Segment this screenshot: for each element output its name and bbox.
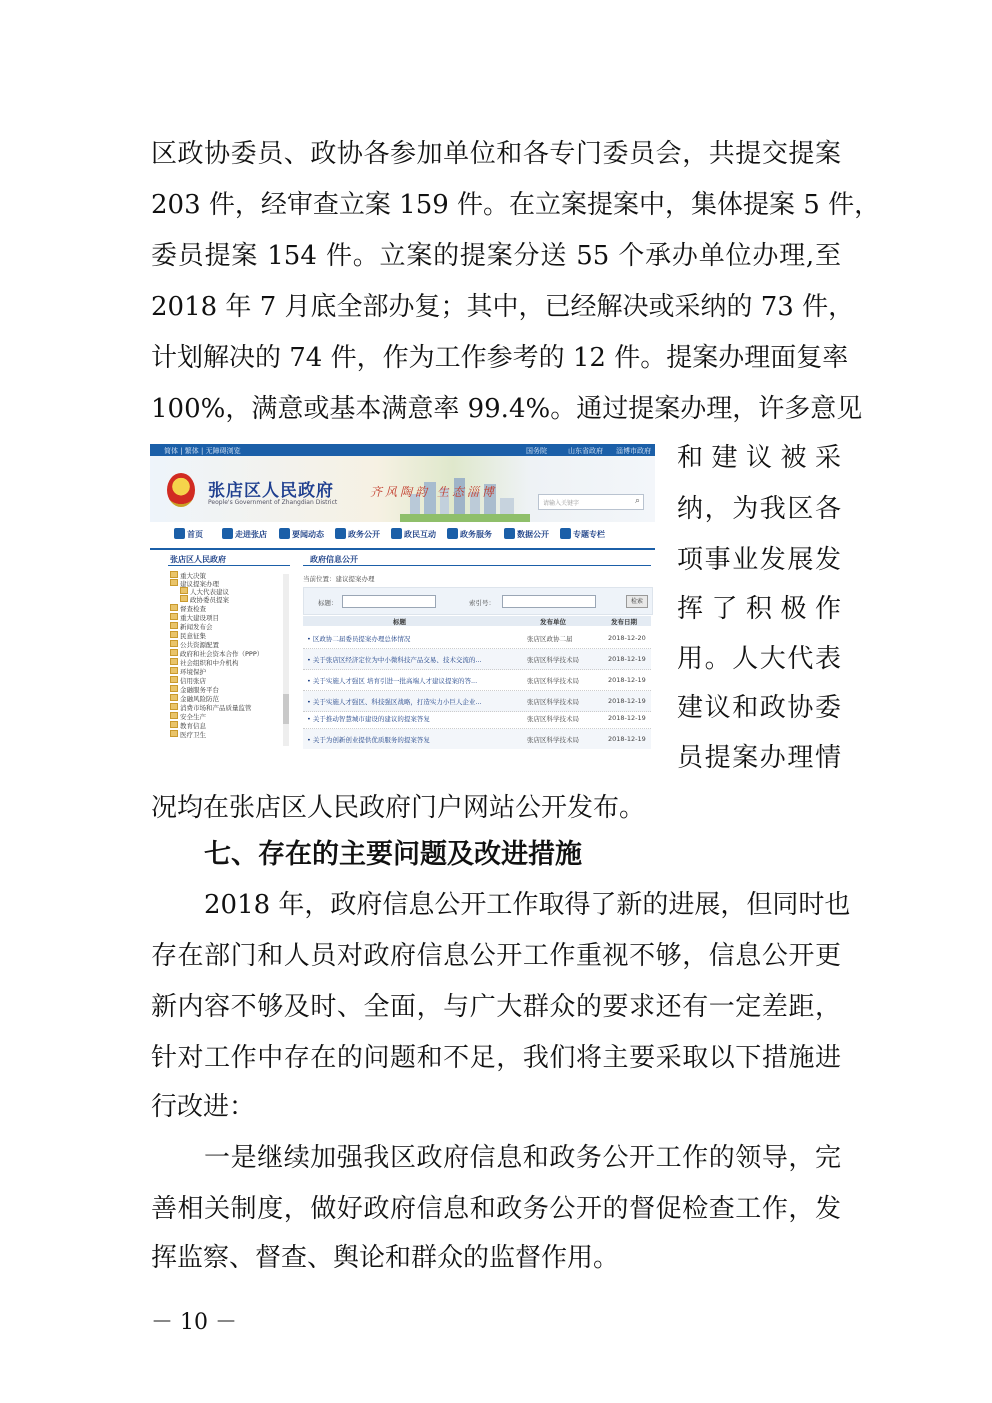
wrap-line: 员提案办理情	[677, 743, 841, 773]
body-line: 况均在张店区人民政府门户网站公开发布。	[151, 793, 646, 823]
tree-item[interactable]: 安全生产	[170, 712, 206, 721]
tree-item[interactable]: 消费市场和产品质量监管	[170, 703, 252, 712]
row-date: 2018-12-19	[608, 714, 646, 722]
wrap-line: 用。人大代表	[677, 644, 841, 674]
tree-item[interactable]: 督查检查	[170, 604, 206, 613]
location-icon	[222, 528, 233, 539]
chart-icon	[504, 528, 515, 539]
topbar-left: 简体 | 繁体 | 无障碍浏览	[164, 447, 241, 455]
scrollbar-thumb[interactable]	[283, 694, 289, 724]
divider	[303, 565, 651, 566]
section-heading: 七、存在的主要问题及改进措施	[204, 839, 582, 870]
row-date: 2018-12-20	[608, 634, 646, 642]
row-dept: 张店区科学技术局	[527, 715, 579, 723]
column-header: 发布单位	[540, 618, 566, 626]
row-title[interactable]: • 关于推动智慧城市建设的建议的提案答复	[307, 715, 430, 723]
site-nav	[150, 522, 655, 550]
tree-item[interactable]: 公共资源配置	[170, 640, 219, 649]
body-line: 新内容不够及时、全面，与广大群众的要求还有一定差距，	[151, 992, 841, 1022]
document-icon	[335, 528, 346, 539]
wrap-line: 项事业发展发	[677, 545, 841, 575]
row-title[interactable]: • 区政协二届委员提案办理总体情况	[307, 635, 411, 643]
tree-item[interactable]: 建议提案办理	[170, 579, 219, 588]
nav-item-data[interactable]	[504, 528, 549, 540]
row-title[interactable]: • 关于实施人才强区 培育引进一批高端人才建议提案的答...	[307, 677, 478, 685]
tree-item[interactable]: 医疗卫生	[170, 730, 206, 739]
wrap-line: 挥 了 积 极 作	[677, 594, 841, 624]
body-line: 203 件，经审查立案 159 件。在立案提案中，集体提案 5 件，	[151, 190, 881, 220]
tree-item[interactable]: 金融服务平台	[170, 685, 219, 694]
nav-item-about[interactable]	[222, 528, 267, 540]
tree-item[interactable]: 社会组织和中介机构	[170, 658, 239, 667]
body-line: 2018 年，政府信息公开工作取得了新的进展，但同时也	[204, 890, 851, 920]
tree-item[interactable]: 新闻发布会	[170, 622, 213, 631]
body-line: 挥监察、督查、舆论和群众的监督作用。	[151, 1243, 620, 1273]
breadcrumb: 当前位置：建议提案办理	[303, 575, 375, 583]
search-placeholder: 请输入关键字	[543, 500, 580, 507]
nav-label: 走进张店	[235, 530, 267, 539]
body-line: 针对工作中存在的问题和不足，我们将主要采取以下措施进	[151, 1043, 841, 1073]
nav-item-topics[interactable]	[560, 528, 605, 540]
row-title-text[interactable]: 关于张店区经济定位为中小微科技产品交易、技术交流的...	[312, 656, 482, 664]
table-row[interactable]	[303, 729, 651, 749]
body-line: 100%，满意或基本满意率 99.4%。通过提案办理，许多意见	[151, 394, 863, 424]
row-title-text[interactable]: 关于为创新创业提供优质服务的提案答复	[312, 736, 430, 744]
nav-label: 数据公开	[517, 530, 549, 539]
tree-scrollbar[interactable]	[283, 574, 289, 746]
body-line: 计划解决的 74 件，作为工作参考的 12 件。提案办理面复率	[151, 343, 849, 373]
nav-label: 要闻动态	[292, 530, 324, 539]
title-input[interactable]	[342, 595, 436, 608]
nav-item-news[interactable]	[279, 528, 324, 540]
tree-item[interactable]: 重大决策	[170, 571, 206, 580]
website-screenshot	[150, 444, 655, 749]
nav-item-open-gov[interactable]	[335, 528, 380, 540]
tree-item[interactable]: 政府和社会资本合作（PPP）	[170, 649, 263, 658]
nav-item-interaction[interactable]	[391, 528, 436, 540]
tree-item[interactable]: 环境保护	[170, 667, 206, 676]
tree-item[interactable]: 重大建设项目	[170, 613, 219, 622]
body-line: 委员提案 154 件。立案的提案分送 55 个承办单位办理,至	[151, 241, 841, 271]
row-title-text[interactable]: 关于实施人才强区 培育引进一批高端人才建议提案的答...	[312, 677, 478, 685]
title-label: 标题：	[318, 599, 338, 607]
sidebar-title: 张店区人民政府	[170, 555, 226, 564]
site-title: 张店区人民政府	[208, 481, 334, 501]
row-title[interactable]: • 关于实施人才强区、科技强区战略，打造实力小巨人企业...	[307, 698, 482, 706]
tree-item[interactable]: 人大代表建议	[180, 587, 229, 596]
topbar-link: 国务院	[526, 447, 547, 455]
body-line: 2018 年 7 月底全部办复；其中，已经解决或采纳的 73 件，	[151, 292, 855, 322]
body-line: 善相关制度，做好政府信息和政务公开的督促检查工作，发	[151, 1194, 841, 1224]
nav-label: 首页	[187, 530, 203, 539]
page-number: － 10 －	[151, 1310, 237, 1335]
row-date: 2018-12-19	[608, 735, 646, 743]
nav-item-services[interactable]	[447, 528, 492, 540]
star-icon	[447, 528, 458, 539]
table-row[interactable]	[303, 670, 651, 691]
tree-item[interactable]: 民意征集	[170, 631, 206, 640]
index-label: 索引号：	[469, 599, 495, 607]
row-dept: 张店区政协二届	[527, 635, 573, 643]
topic-icon	[560, 528, 571, 539]
nav-label: 专题专栏	[573, 530, 605, 539]
tree-item[interactable]: 信用张店	[170, 676, 206, 685]
table-row[interactable]	[303, 708, 651, 729]
table-row[interactable]	[303, 628, 651, 649]
row-title[interactable]: • 关于为创新创业提供优质服务的提案答复	[307, 736, 430, 744]
national-emblem-icon	[167, 473, 195, 507]
tree-item[interactable]: 政协委员提案	[180, 595, 229, 604]
row-title[interactable]: • 关于张店区经济定位为中小微科技产品交易、技术交流的...	[307, 656, 482, 664]
row-date: 2018-12-19	[608, 655, 646, 663]
topbar-link: 山东省政府	[568, 447, 603, 455]
people-icon	[391, 528, 402, 539]
news-icon	[279, 528, 290, 539]
home-icon	[174, 528, 185, 539]
body-line: 一是继续加强我区政府信息和政务公开工作的领导，完	[204, 1143, 841, 1173]
body-line: 行改进：	[151, 1092, 256, 1122]
table-row[interactable]	[303, 649, 651, 670]
row-dept: 张店区科学技术局	[527, 698, 579, 706]
site-topbar	[150, 444, 655, 456]
body-line: 区政协委员、政协各参加单位和各专门委员会，共提交提案	[151, 139, 841, 169]
site-banner	[150, 456, 655, 522]
nav-item-home[interactable]	[174, 528, 203, 540]
body-line: 存在部门和人员对政府信息公开工作重视不够，信息公开更	[151, 941, 841, 971]
index-input[interactable]	[502, 595, 596, 608]
column-header: 发布日期	[611, 618, 637, 626]
wrap-line: 纳，为我区各	[677, 494, 841, 524]
row-date: 2018-12-19	[608, 697, 646, 705]
column-header: 标题	[393, 618, 406, 626]
search-icon[interactable]: ⌕	[634, 496, 640, 506]
wrap-line: 建议和政协委	[677, 693, 841, 723]
row-dept: 张店区科学技术局	[527, 677, 579, 685]
tree-item[interactable]: 金融风险防范	[170, 694, 219, 703]
nav-label: 政民互动	[404, 530, 436, 539]
table-header	[303, 616, 651, 626]
topbar-link: 淄博市政府	[616, 447, 651, 455]
row-dept: 张店区科学技术局	[527, 656, 579, 664]
row-dept: 张店区科学技术局	[527, 736, 579, 744]
row-title-text[interactable]: 区政协二届委员提案办理总体情况	[312, 635, 411, 643]
row-title-text[interactable]: 关于实施人才强区、科技强区战略，打造实力小巨人企业...	[312, 698, 482, 706]
site-search-input[interactable]	[538, 494, 644, 510]
search-panel	[303, 587, 653, 615]
site-slogan: 齐风陶韵 生态淄博	[370, 485, 497, 499]
wrap-line: 和 建 议 被 采	[677, 443, 841, 473]
main-title: 政府信息公开	[310, 555, 358, 564]
nav-label: 政务公开	[348, 530, 380, 539]
nav-label: 政务服务	[460, 530, 492, 539]
row-title-text[interactable]: 关于推动智慧城市建设的建议的提案答复	[312, 715, 430, 723]
site-subtitle: People's Government of Zhangdian District	[208, 499, 338, 506]
tree-item[interactable]: 教育信息	[170, 721, 206, 730]
divider	[168, 565, 290, 566]
row-date: 2018-12-19	[608, 676, 646, 684]
category-tree	[168, 571, 290, 747]
search-button[interactable]: 检索	[626, 595, 648, 608]
